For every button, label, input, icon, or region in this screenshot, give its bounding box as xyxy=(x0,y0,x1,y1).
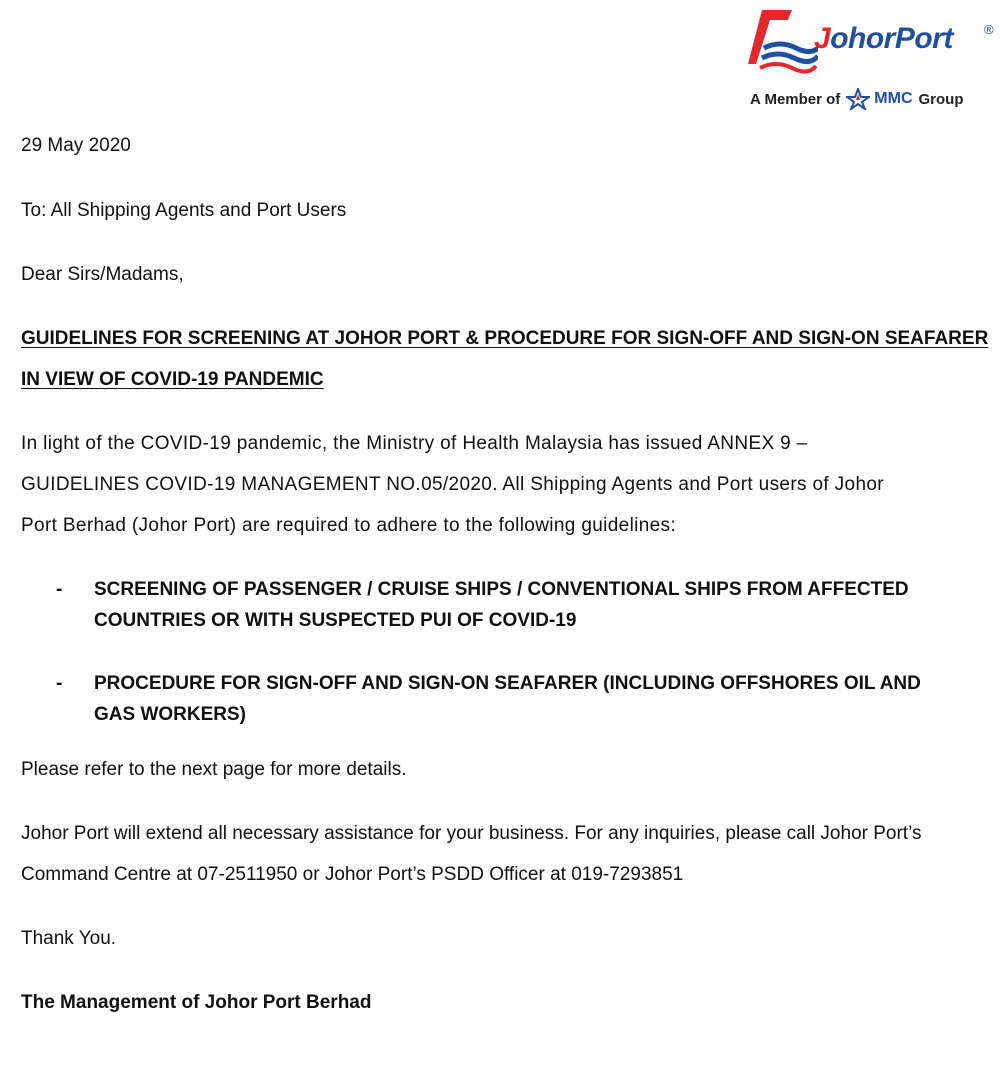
bullet-2-line-2: GAS WORKERS) xyxy=(94,704,246,725)
intro-line-2: GUIDELINES COVID-19 MANAGEMENT NO.05/2020. All Shipping Agents and Port users of Johor xyxy=(21,474,884,495)
assist-line-1: Johor Port will extend all necessary assistance for your business. For any inquiries, please call Johor Port’s xyxy=(21,823,922,844)
letter-signature: The Management of Johor Port Berhad xyxy=(21,992,372,1013)
member-prefix: A Member of xyxy=(750,90,841,108)
intro-line-1: In light of the COVID-19 pandemic, the Ministry of Health Malaysia has issued ANNEX 9 – xyxy=(21,433,808,454)
letter-salutation: Dear Sirs/Madams, xyxy=(21,264,184,285)
johor-port-emblem-icon xyxy=(748,6,818,78)
intro-line-3: Port Berhad (Johor Port) are required to adhere to the following guidelines: xyxy=(21,515,677,536)
refer-note: Please refer to the next page for more details. xyxy=(21,759,407,780)
member-line xyxy=(750,88,964,110)
bullet-2-line-1: PROCEDURE FOR SIGN-OFF AND SIGN-ON SEAFARER (INCLUDING OFFSHORES OIL AND xyxy=(94,673,921,694)
letter-recipient: To: All Shipping Agents and Port Users xyxy=(21,200,347,221)
bullet-1-line-1: SCREENING OF PASSENGER / CRUISE SHIPS / CONVENTIONAL SHIPS FROM AFFECTED xyxy=(94,579,909,600)
mmc-star-icon xyxy=(846,88,870,110)
group-suffix: Group xyxy=(918,90,964,108)
letter-thanks: Thank You. xyxy=(21,928,117,949)
bullet-1-line-2: COUNTRIES OR WITH SUSPECTED PUI OF COVID-19 xyxy=(94,610,577,631)
letter-date: 29 May 2020 xyxy=(21,135,131,156)
subject-line-1: GUIDELINES FOR SCREENING AT JOHOR PORT & PROCEDURE FOR SIGN-OFF AND SIGN-ON SEAFARER xyxy=(21,328,989,349)
company-logo xyxy=(748,6,998,112)
registered-mark: ® xyxy=(984,22,994,37)
bullet-marker: - xyxy=(56,673,63,694)
logo-wordmark: JohorPort xyxy=(814,22,953,55)
bullet-marker: - xyxy=(56,579,63,600)
assist-line-2: Command Centre at 07-2511950 or Johor Port’s PSDD Officer at 019-7293851 xyxy=(21,864,684,885)
mmc-brand: MMC xyxy=(874,90,913,107)
subject-line-2: IN VIEW OF COVID-19 PANDEMIC xyxy=(21,369,324,390)
